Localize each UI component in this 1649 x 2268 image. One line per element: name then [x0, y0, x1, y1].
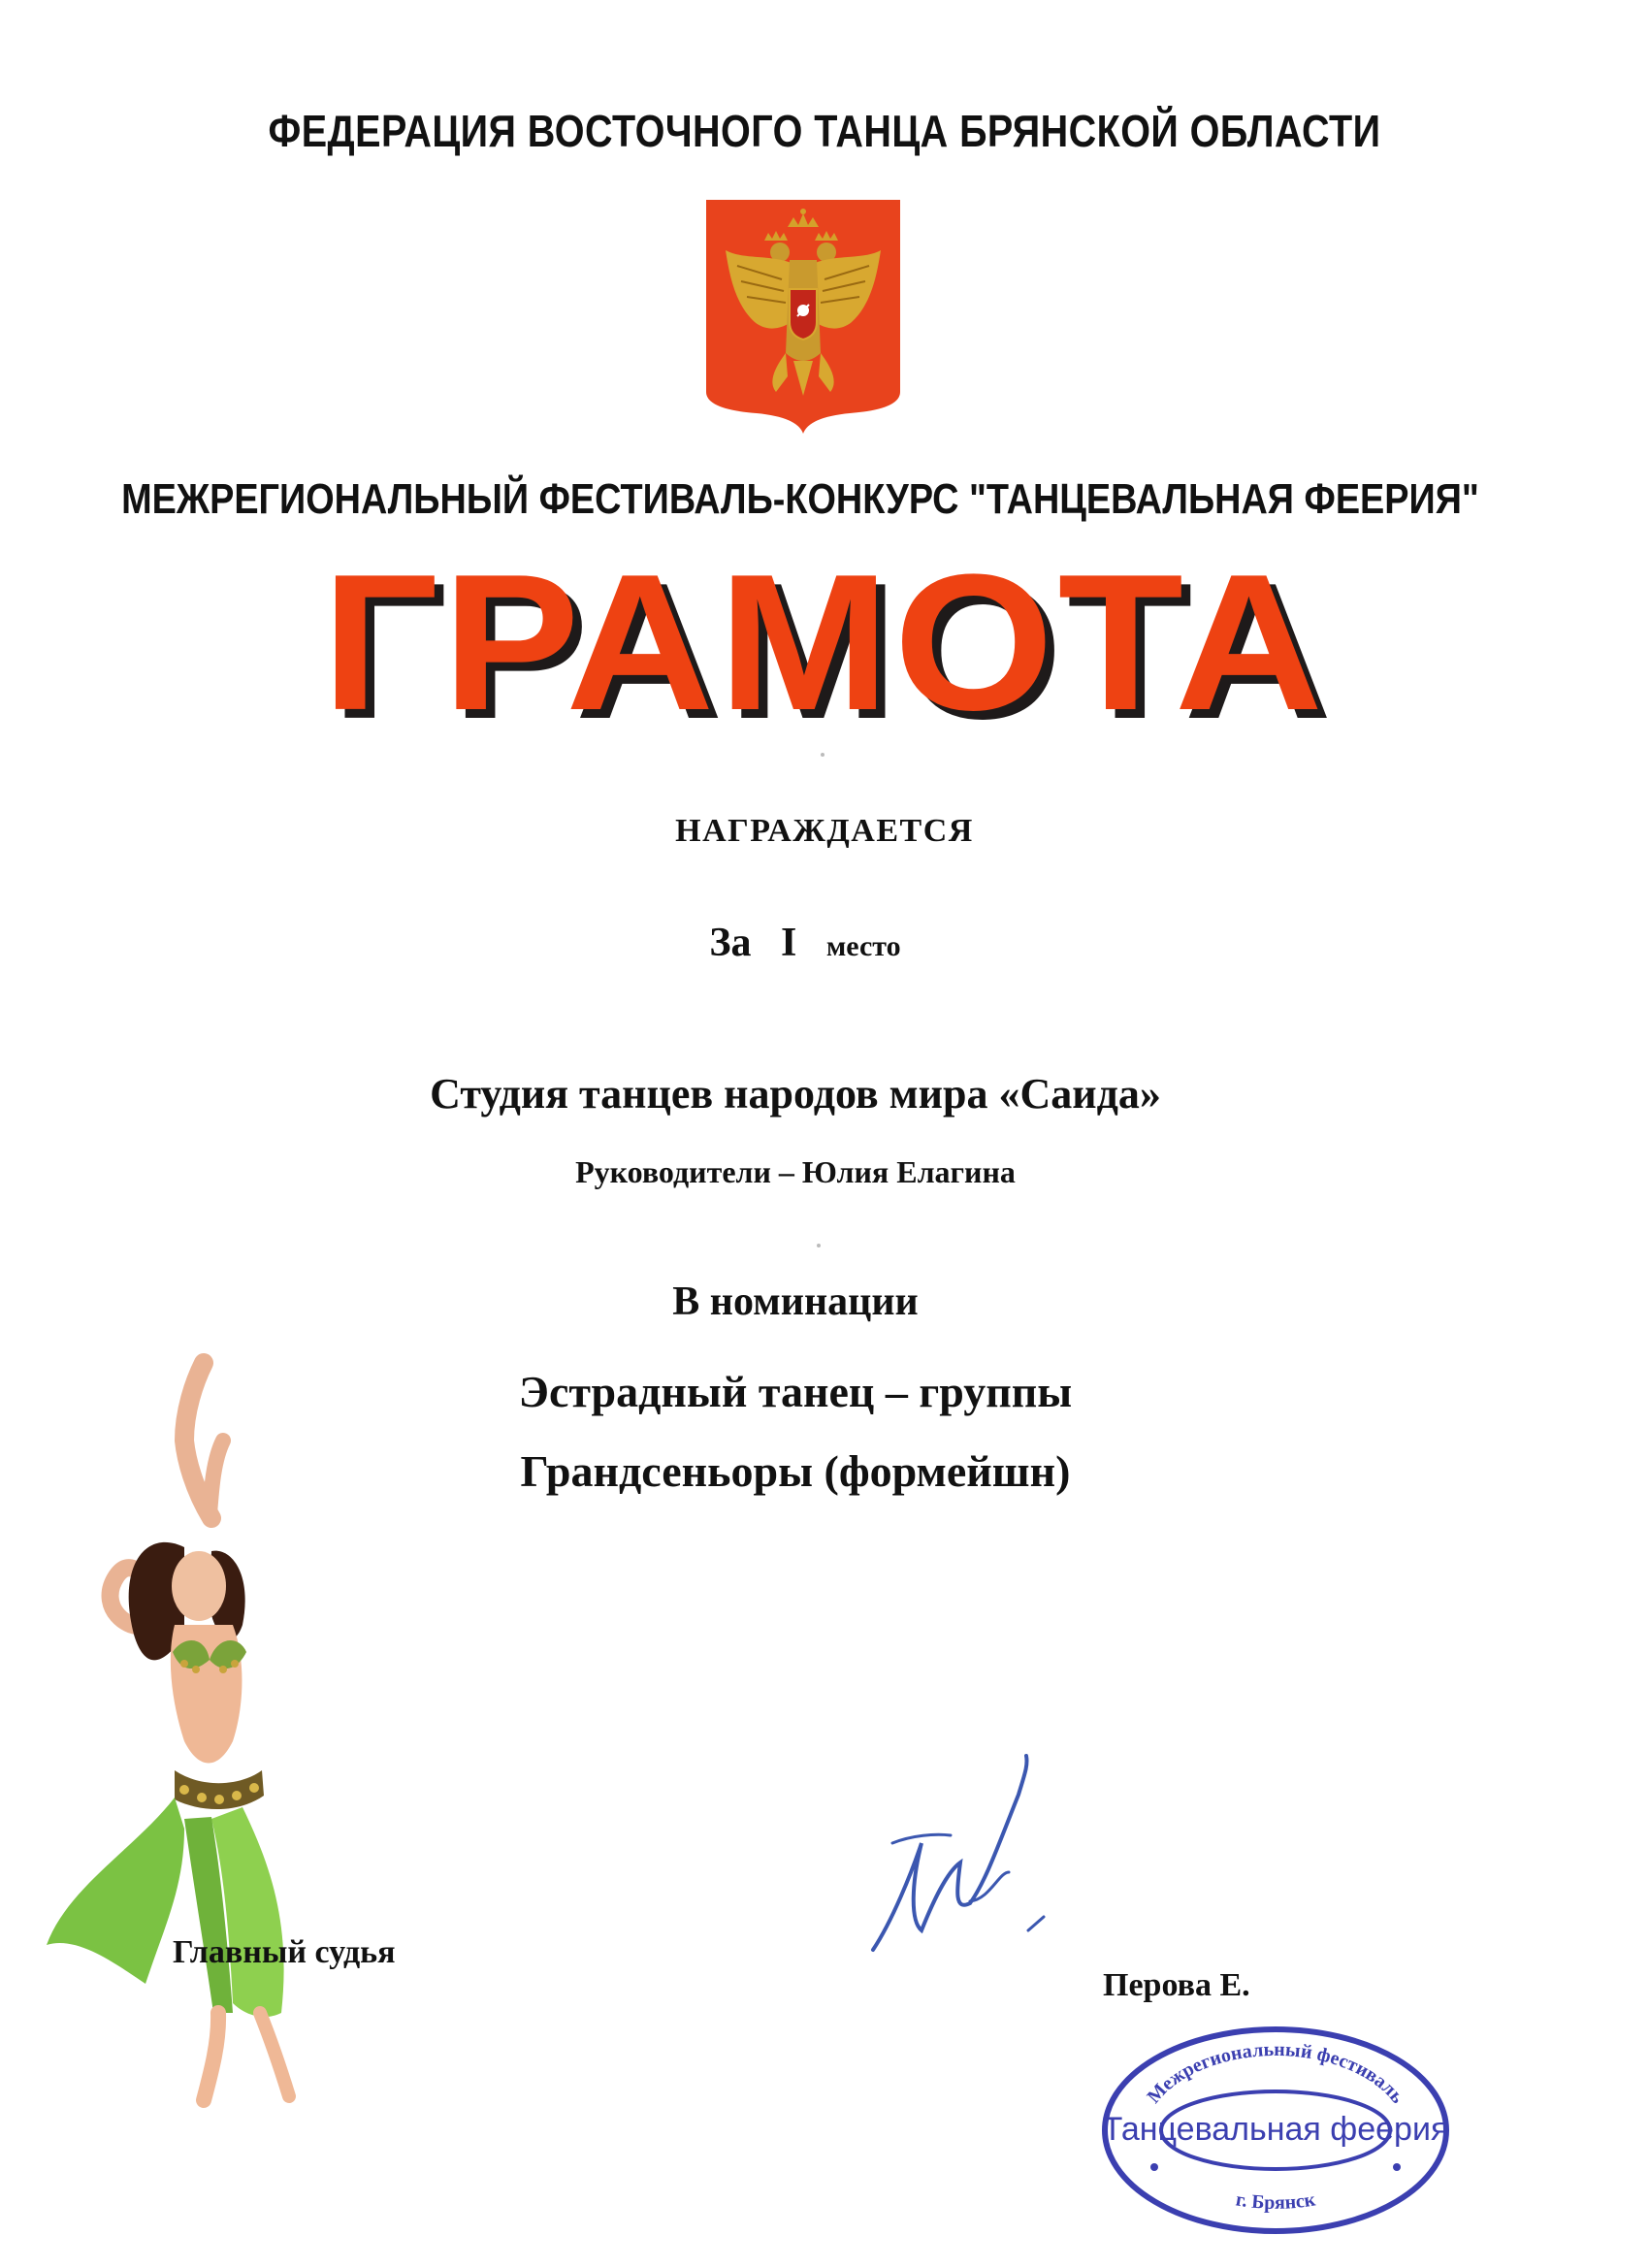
leader-line: Руководители – Юлия Елагина — [575, 1154, 1016, 1189]
svg-text:Межрегиональный фестиваль — [1143, 2039, 1408, 2108]
chief-judge-label: Главный судья — [173, 1934, 396, 1970]
signature-icon — [854, 1727, 1077, 1989]
chief-judge-name: Перова Е. — [1103, 1967, 1250, 2003]
federation-heading: ФЕДЕРАЦИЯ ВОСТОЧНОГО ТАНЦА БРЯНСКОЙ ОБЛАСТИ — [268, 106, 1381, 156]
studio-name: Студия танцев народов мира «Саида» — [430, 1070, 1161, 1118]
nomination-name: Эстрадный танец – группы — [518, 1367, 1073, 1416]
dancer-illustration-icon — [39, 1344, 388, 2110]
coat-of-arms-icon — [704, 198, 902, 436]
category-name: Грандсеньоры (формейшн) — [520, 1446, 1071, 1496]
awarded-label: НАГРАЖДАЕТСЯ — [675, 813, 974, 849]
scan-speck — [821, 753, 824, 757]
stamp-center-text: Танцевальная феерия — [1102, 2111, 1449, 2148]
festival-stamp-icon — [1096, 2022, 1455, 2235]
stamp-top-text: Межрегиональный фестиваль — [1143, 2038, 1408, 2108]
festival-heading: МЕЖРЕГИОНАЛЬНЫЙ ФЕСТИВАЛЬ-КОНКУРС "ТАНЦЕВАЛЬНАЯ ФЕЕРИЯ" — [121, 475, 1479, 523]
nomination-label: В номинации — [672, 1280, 919, 1324]
place-line — [0, 920, 1630, 966]
stamp-bottom-text: г. Брянск — [1234, 2188, 1317, 2214]
place-suffix: место — [825, 930, 901, 962]
place-number: I — [781, 921, 797, 965]
place-prefix: За — [709, 921, 752, 965]
scan-speck — [817, 1244, 821, 1247]
svg-text:г. Брянск — [1234, 2188, 1317, 2214]
certificate-title: ГРАМОТА — [321, 535, 1328, 751]
